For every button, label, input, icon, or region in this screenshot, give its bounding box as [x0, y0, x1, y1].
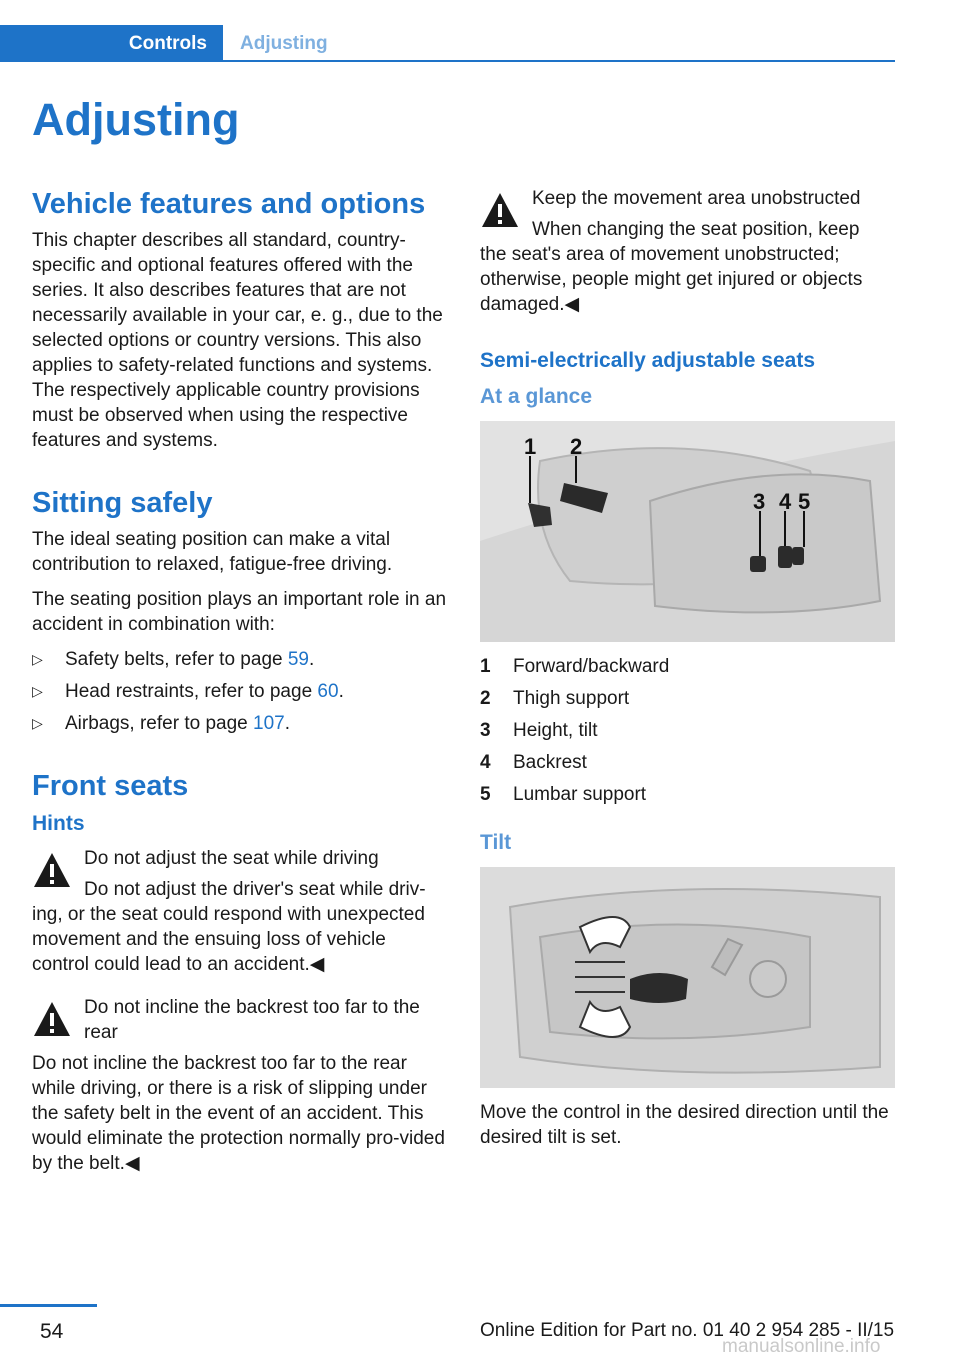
- legend-number: 1: [480, 656, 491, 677]
- warning-block: [480, 186, 895, 317]
- tab-controls[interactable]: Controls: [0, 25, 223, 62]
- warning-title: Keep the movement area unobstructed: [532, 188, 861, 209]
- warning-body-first: When changing the seat position, keep: [532, 219, 860, 240]
- heading-tilt: Tilt: [480, 831, 512, 854]
- list-item: [480, 654, 895, 679]
- right-column: [480, 186, 895, 1160]
- heading-vehicle-features: Vehicle features and options: [32, 188, 426, 220]
- seat-controls-image: [480, 421, 895, 642]
- heading-sitting-safely: Sitting safely: [32, 487, 213, 519]
- bullet-triangle-icon: ▷: [32, 651, 43, 667]
- list-item: [32, 711, 447, 736]
- warning-body-rest: the seat's area of movement unobstructed; otherwise, people might get injured or objects damaged.◀: [480, 244, 863, 315]
- bullet-end: .: [284, 713, 290, 734]
- bullet-text: Airbags, refer to page: [65, 713, 253, 734]
- heading-front-seats: Front seats: [32, 770, 189, 802]
- legend-number: 4: [480, 752, 491, 773]
- warning-triangle-icon: [32, 999, 72, 1039]
- warning-body-rest: ing, or the seat could respond with unexpected movement and the ensuing loss of vehicle control could lead to an accident.◀: [32, 904, 425, 975]
- legend-number: 2: [480, 688, 491, 709]
- legend-label: Thigh support: [513, 688, 630, 709]
- bullet-triangle-icon: ▷: [32, 683, 43, 699]
- image-label: 2: [570, 434, 583, 459]
- page-link[interactable]: 60: [317, 681, 339, 702]
- vehicle-features-text: This chapter describes all standard, country-specific and optional features offered with the series. It also describes features that are not necessarily available in your car, e. g., due to the selected options or country versions. This also applies to safety-related functions and systems. The respectively applicable country provisions must be observed when using the respective features and systems.: [32, 230, 443, 451]
- page-number: 54: [40, 1320, 64, 1343]
- bullet-list: [32, 647, 447, 736]
- tab-adjusting[interactable]: Adjusting: [240, 32, 328, 54]
- legend-number: 5: [480, 784, 491, 805]
- image-label: 4: [779, 489, 792, 514]
- bullet-triangle-icon: ▷: [32, 715, 43, 731]
- list-item: [480, 750, 895, 775]
- warning-title: Do not adjust the seat while driving: [84, 848, 379, 869]
- warning-body: [480, 217, 895, 317]
- list-item: [480, 718, 895, 743]
- list-item: [480, 686, 895, 711]
- sitting-text-1: The ideal seating position can make a vital contribution to relaxed, fatigue-free driving.: [32, 529, 393, 575]
- legend-label: Height, tilt: [513, 720, 598, 741]
- tilt-illustration: [480, 867, 895, 1088]
- edition-text: Online Edition for Part no. 01 40 2 954 285 - II/15: [480, 1320, 895, 1341]
- page-link[interactable]: 59: [287, 649, 309, 670]
- legend-list: [480, 654, 895, 807]
- bullet-end: .: [309, 649, 315, 670]
- bullet-text: Head restraints, refer to page: [65, 681, 318, 702]
- warning-block: [32, 995, 447, 1176]
- footer-rule: [0, 1304, 97, 1307]
- heading-at-a-glance: At a glance: [480, 385, 593, 408]
- heading-hints: Hints: [32, 812, 85, 835]
- warning-triangle-icon: [480, 190, 520, 230]
- list-item: [480, 782, 895, 807]
- page-title: Adjusting: [32, 94, 240, 145]
- legend-label: Forward/backward: [513, 656, 670, 677]
- page-link[interactable]: 107: [253, 713, 285, 734]
- list-item: [32, 647, 447, 672]
- bullet-end: .: [338, 681, 344, 702]
- legend-label: Backrest: [513, 752, 587, 773]
- seat-illustration: [480, 421, 895, 642]
- warning-block: [32, 846, 447, 977]
- list-item: [32, 679, 447, 704]
- warning-body: [32, 877, 447, 977]
- tilt-instructions: Move the control in the desired direction until the desired tilt is set.: [480, 1102, 889, 1148]
- image-label: 1: [524, 434, 537, 459]
- legend-number: 3: [480, 720, 491, 741]
- image-label: 5: [798, 489, 811, 514]
- warning-triangle-icon: [32, 850, 72, 890]
- image-label: 3: [753, 489, 766, 514]
- warning-title: Do not incline the backrest too far to the rear: [84, 997, 420, 1043]
- legend-label: Lumbar support: [513, 784, 647, 805]
- warning-body-first: Do not adjust the driver's seat while driv-: [84, 879, 426, 900]
- tilt-control-image: [480, 867, 895, 1088]
- watermark: manualsonline.info: [722, 1336, 881, 1357]
- sitting-text-2: The seating position plays an important role in an accident in combination with:: [32, 589, 447, 635]
- header-tabs: [0, 25, 895, 62]
- left-column: [32, 186, 447, 1186]
- bullet-text: Safety belts, refer to page: [65, 649, 288, 670]
- heading-semi-electric: Semi-electrically adjustable seats: [480, 349, 816, 372]
- warning-body: Do not incline the backrest too far to the rear while driving, or there is a risk of slipping under the safety belt in the event of an accident. This would eliminate the protection normally pro-vided by the belt.◀: [32, 1053, 445, 1174]
